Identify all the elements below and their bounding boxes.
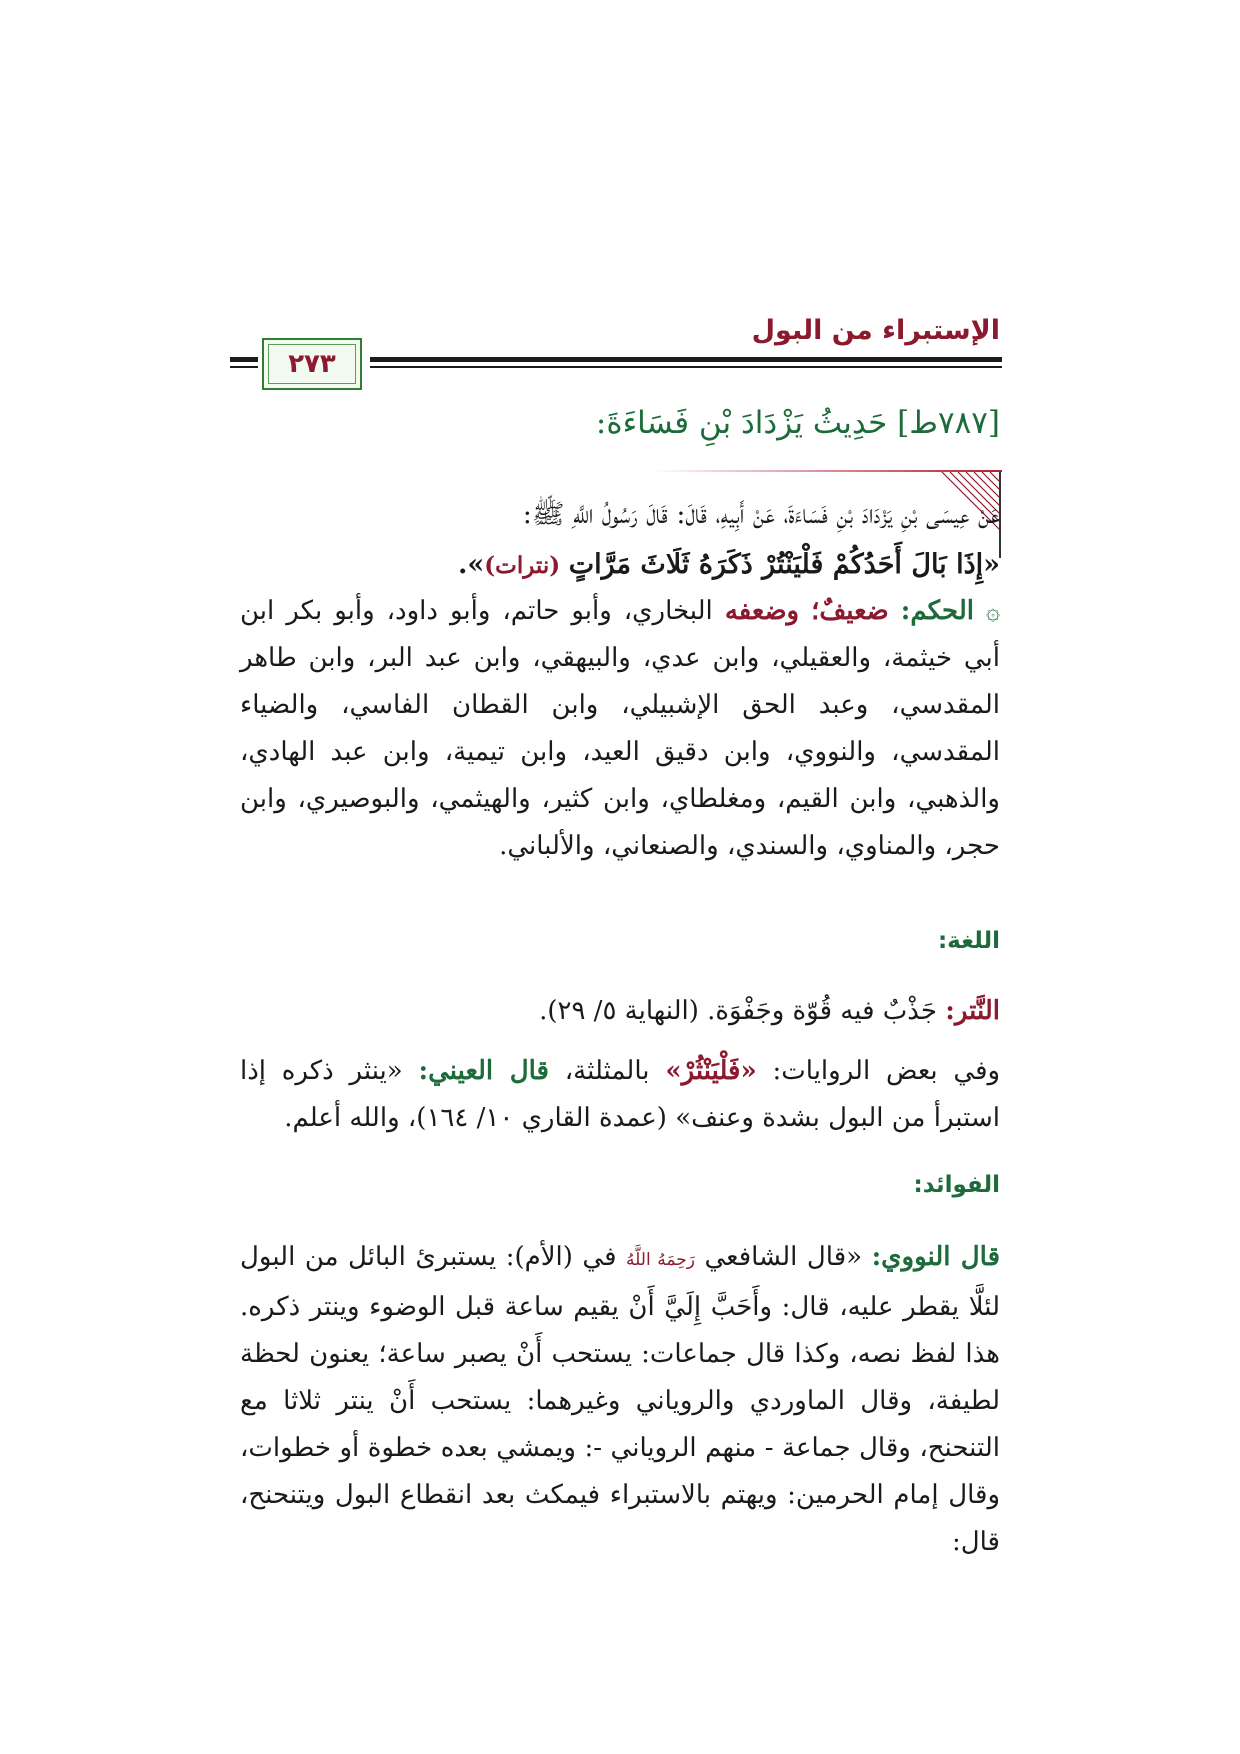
benefits-heading: الفوائد:	[913, 1172, 1000, 1198]
benefits-paragraph	[240, 1234, 1000, 1566]
language-variants-paragraph	[240, 1048, 1000, 1142]
nawawi-label: قال النووي:	[871, 1242, 1001, 1272]
page-number-badge	[262, 338, 362, 390]
hadith-isnad: عَنْ عِيسَى بْنِ يَزْدَادَ بْنِ فَسَاءَةَ، عَنْ أَبِيهِ، قَالَ: قَالَ رَسُولُ اللَّهِ ﷺ:	[522, 499, 1000, 530]
ruling-paragraph	[240, 588, 1000, 870]
hadith-variant: (نترات)	[484, 552, 561, 579]
language-term: النَّتر:	[945, 996, 1000, 1026]
hadith-closing: ».	[458, 549, 485, 580]
honorific: رَحِمَهُ اللَّهُ	[626, 1250, 695, 1270]
ruling-verdict: ضعيفٌ؛	[811, 596, 889, 626]
benefits-text-part2: في (الأم): يستبرئ البائل من البول لئلَّا يقطر عليه، قال: وأَحَبَّ إِلَيَّ أَنْ يقيم ساعة قبل الوضوء وينتر ذكره. هذا لفظ نصه، وكذا قال جماعات: يستحب أَنْ يصبر ساعة؛ يعنون لحظة لطيفة، وقال الماوردي والروياني وغيرهما: يستحب أَنْ ينتر ثلاثا مع التنحنح، وقال جماعة - منهم الروياني -: ويمشي بعده خطوة أو خطوات، وقال إمام الحرمين: ويهتم بالاستبراء فيمكث بعد انقطاع البول ويتنحنح، قال:	[240, 1242, 1000, 1557]
hadith-text	[245, 490, 1000, 591]
flower-icon: ۞	[986, 597, 1001, 625]
weakened-by-label: وضعفه	[724, 596, 800, 626]
hadith-matn-line	[245, 540, 1000, 591]
ruling-scholars: البخاري، وأبو حاتم، وأبو داود، وأبو بكر ابن أبي خيثمة، والعقيلي، وابن عدي، والبيهقي، وابن عبد البر، وابن طاهر المقدسي، وعبد الحق الإشبيلي، وابن القطان الفاسي، والضياء المقدسي، والنووي، وابن دقيق العيد، وابن تيمية، وابن عبد الهادي، والذهبي، وابن القيم، ومغلطاي، وابن كثير، والهيثمي، والبوصيري، وابن حجر، والمناوي، والسندي، والصنعاني، والألباني.	[240, 596, 1000, 861]
header-rule-left	[230, 357, 258, 371]
ayni-quote: «ينثر ذكره إذا استبرأ من البول بشدة وعنف» (عمدة القاري ١٠/ ١٦٤)، والله أعلم.	[240, 1056, 1000, 1133]
running-title: الإستبراء من البول	[751, 315, 1000, 346]
variants-intro: وفي بعض الروايات:	[772, 1056, 1001, 1086]
benefits-text-part1: «قال الشافعي	[704, 1242, 863, 1272]
page-number: ٢٧٣	[288, 349, 336, 379]
hadith-title: [٧٨٧ط] حَدِيثُ يَزْدَادَ بْنِ فَسَاءَةَ:	[595, 405, 1000, 441]
variants-mid: بالمثلثة،	[564, 1056, 650, 1086]
language-definition-text: جَذْبٌ فيه قُوّة وجَفْوَة. (النهاية ٥/ ٢٩).	[539, 996, 937, 1026]
header-rule-right	[370, 357, 1002, 371]
variant-word: «فَلْيَنْثُرْ»	[665, 1056, 757, 1086]
ayni-label: قال العيني:	[418, 1056, 549, 1086]
ruling-label: الحكم:	[900, 596, 974, 626]
language-heading: اللغة:	[937, 928, 1000, 954]
language-definition	[240, 988, 1000, 1035]
hadith-matn: «إِذَا بَالَ أَحَدُكُمْ فَلْيَنْتُرْ ذَكَرَهُ ثَلَاثَ مَرَّاتٍ	[568, 549, 1000, 580]
